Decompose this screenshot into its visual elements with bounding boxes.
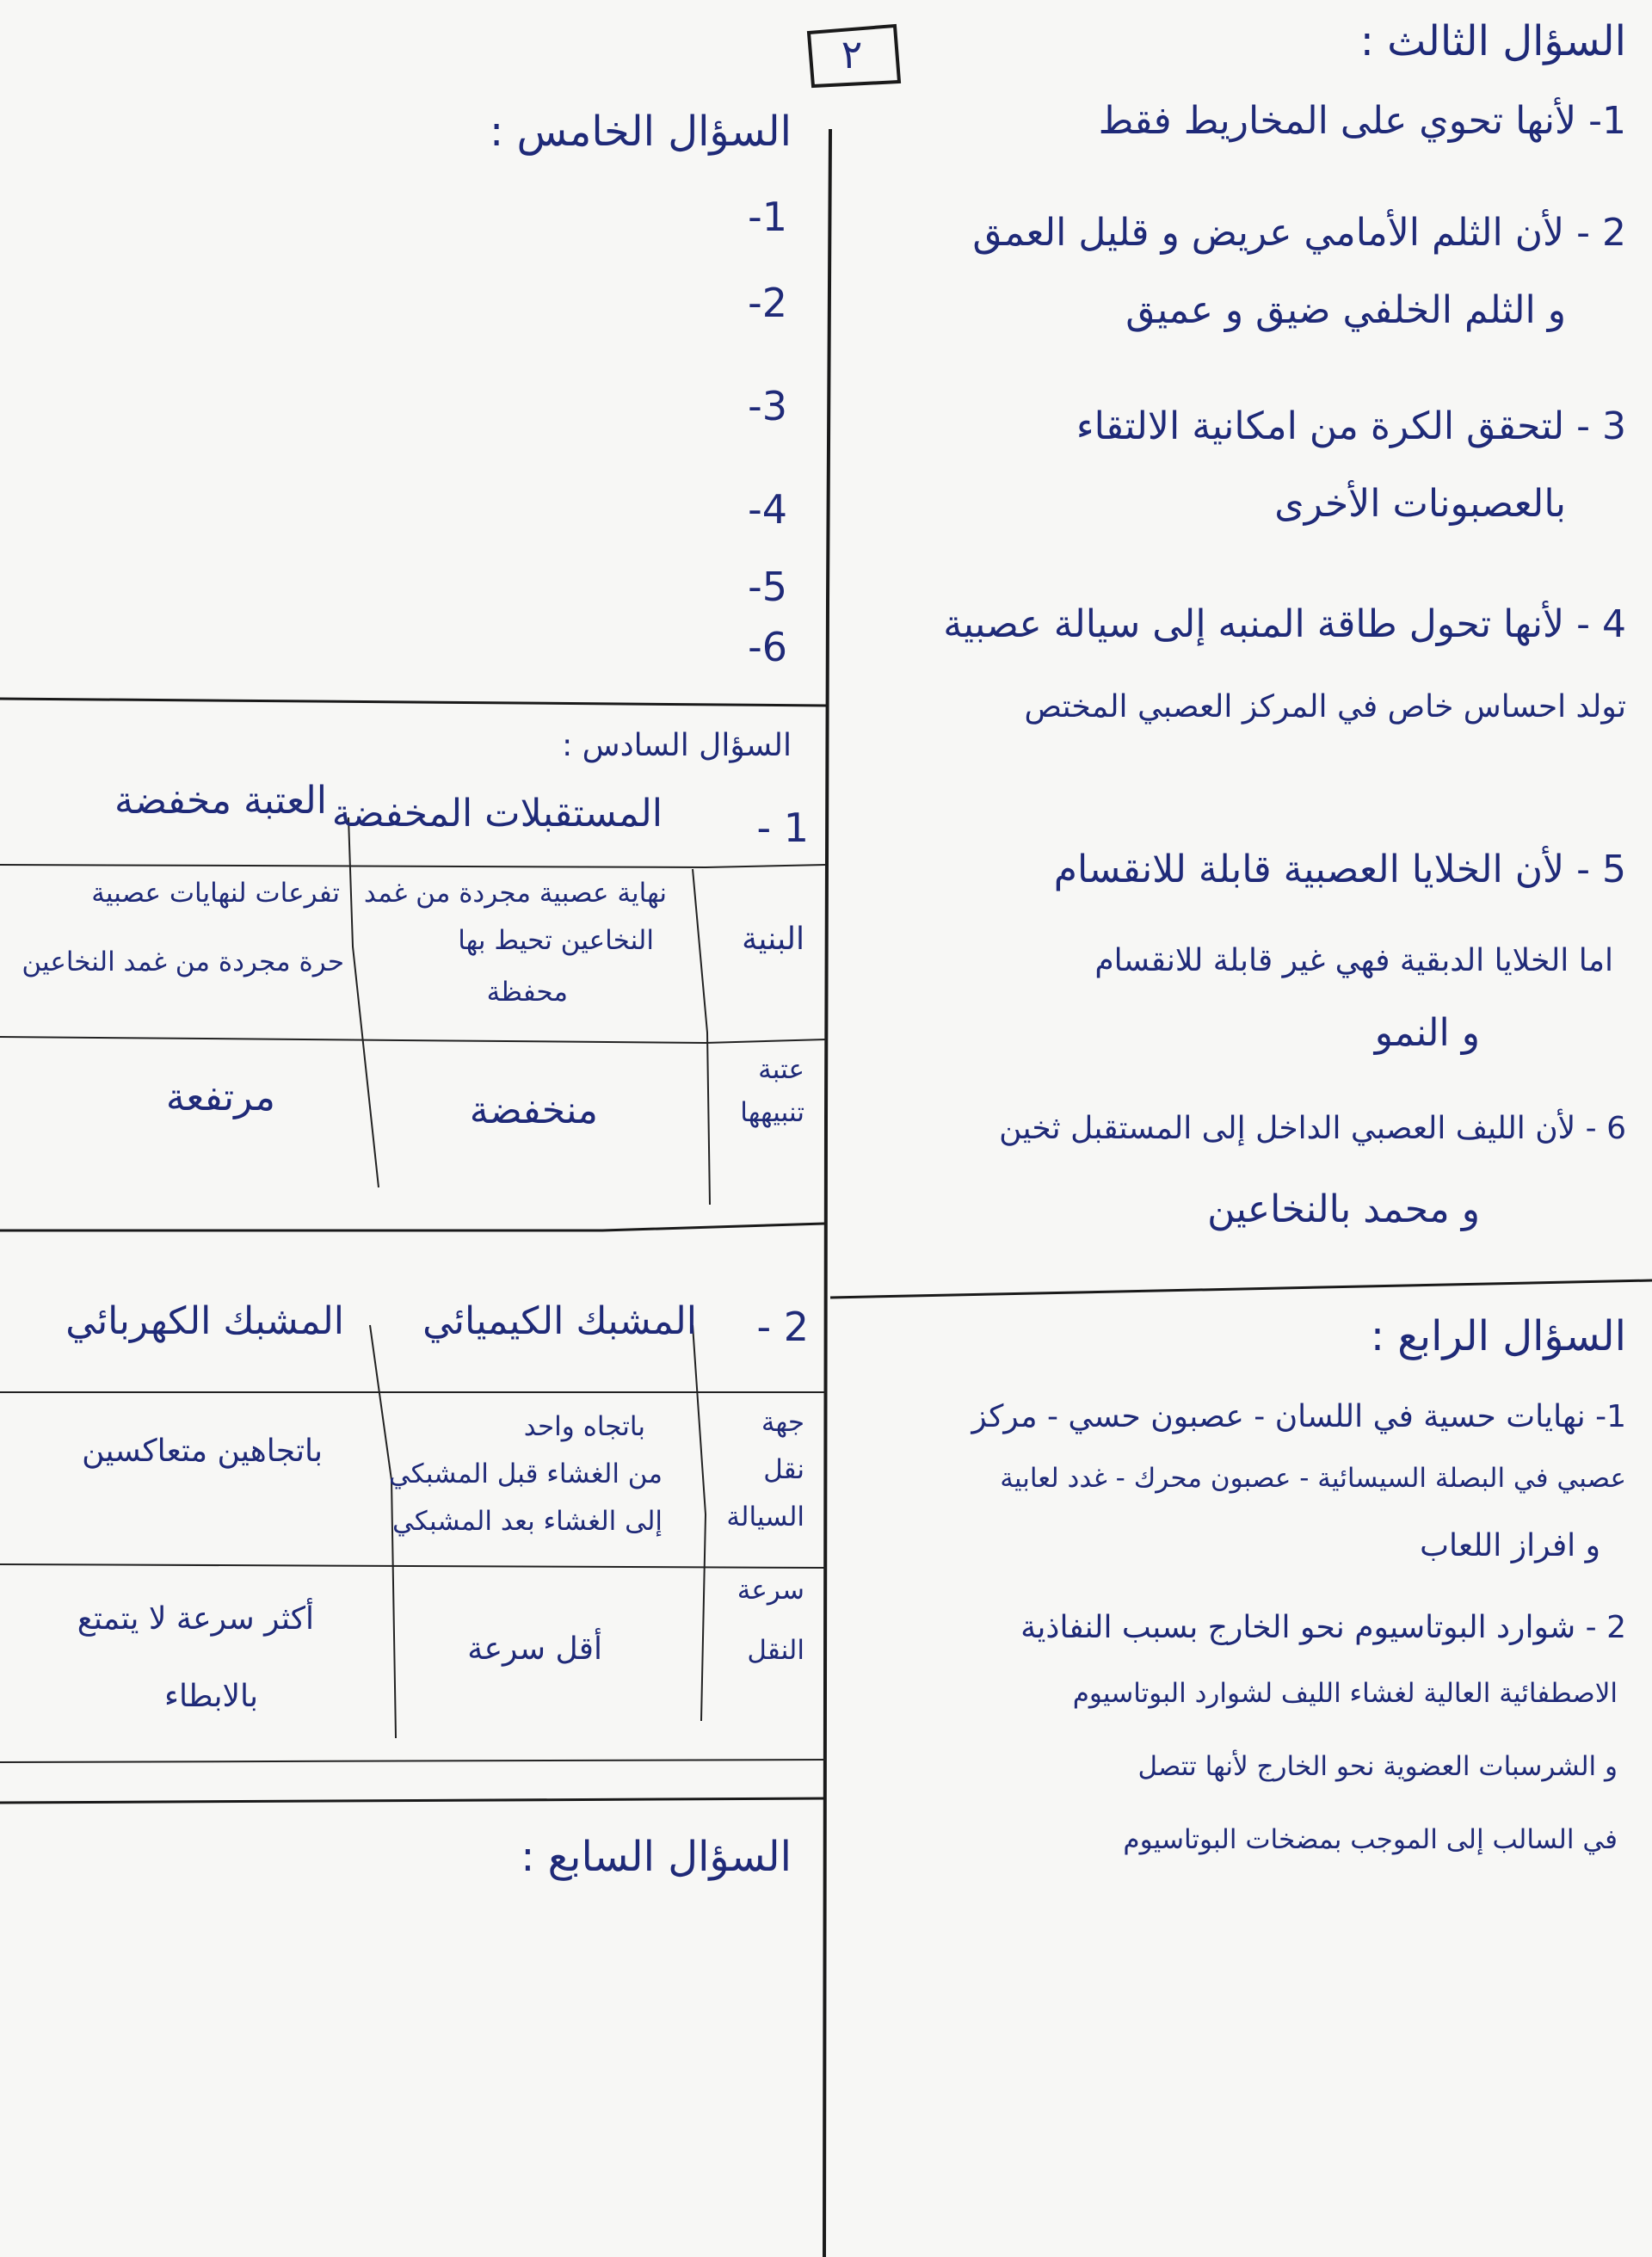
q4-answer-2-line-1: 2 - شوارد البوتاسيوم نحو الخارج بسبب النفاذية	[1020, 1610, 1626, 1645]
q3-answer-5-line-3: و النمو	[1374, 1011, 1480, 1055]
q6-table1-col-a-header: المستقبلات المخفضة	[331, 792, 663, 836]
q6-table2-row1-label-line-1: جهة	[761, 1407, 804, 1438]
q6-table2-col-a-header: المشبك الكيميائي	[422, 1299, 697, 1343]
q4-answer-1-line-1: 1- نهايات حسية في اللسان - عصبون حسي - مركز	[971, 1399, 1626, 1434]
q6-table1-col-b-header: العتبة مخفضة	[114, 779, 327, 823]
q6-table1-row2-a: منخفضة	[469, 1088, 598, 1132]
q6-table1-row1-a-line-2: النخاعين تحيط بها	[458, 925, 654, 956]
q6-table2-row2-label-line-2: النقل	[747, 1635, 804, 1666]
q6-title: السؤال السادس :	[562, 728, 792, 763]
q7-title: السؤال السابع :	[521, 1833, 792, 1881]
q6-table2-row2-label-line-1: سرعة	[737, 1575, 804, 1606]
q3-answer-2-line-2: و الثلم الخلفي ضيق و عميق	[1125, 288, 1566, 332]
q6-table2-row2-b-line-2: بالابطاء	[164, 1679, 258, 1714]
q6-table2-row1-b: باتجاهين متعاكسين	[82, 1434, 323, 1469]
q6-table2-col-b-header: المشبك الكهربائي	[65, 1299, 344, 1343]
q6-table2-number: 2 -	[756, 1304, 809, 1350]
q6-table2-row2-a: أقل سرعة	[467, 1631, 602, 1667]
q3-answer-6-line-1: 6 - لأن الليف العصبي الداخل إلى المستقبل ثخين	[999, 1111, 1626, 1146]
q6-table1-row1-a-line-3: محفظة	[486, 977, 568, 1008]
q3-answer-3-line-2: بالعصبونات الأخرى	[1274, 482, 1566, 526]
q6-table2-row1-a-line-2: من الغشاء قبل المشبكي	[388, 1458, 663, 1489]
q6-table1-row1-a-line-1: نهاية عصبية مجردة من غمد	[363, 878, 667, 909]
q6-table1-row1-b-line-2: حرة مجردة من غمد النخاعين	[22, 947, 344, 977]
q5-title: السؤال الخامس :	[490, 108, 792, 156]
q6-table1-row2-label-line-1: عتبة	[758, 1054, 804, 1085]
q4-answer-2-line-3: و الشرسبات العضوية نحو الخارج لأنها تتصل	[1137, 1751, 1618, 1782]
q6-table1-row1-b-line-1: تفرعات لنهايات عصبية	[91, 878, 340, 909]
q3-answer-2-line-1: 2 - لأن الثلم الأمامي عريض و قليل العمق	[972, 211, 1626, 255]
q4-answer-2-line-4: في السالب إلى الموجب بمضخات البوتاسيوم	[1123, 1824, 1618, 1855]
q4-title: السؤال الرابع :	[1370, 1312, 1626, 1360]
q3-answer-5-line-2: اما الخلايا الدبقية فهي غير قابلة للانقسام	[1094, 943, 1613, 978]
q5-item-3: 3-	[748, 383, 787, 429]
q3-answer-1: 1- لأنها تحوي على المخاريط فقط	[1098, 99, 1626, 143]
q3-answer-4-line-1: 4 - لأنها تحول طاقة المنبه إلى سيالة عصبية	[943, 602, 1626, 646]
q4-answer-2-line-2: الاصطفائية العالية لغشاء الليف لشوارد البوتاسيوم	[1072, 1678, 1618, 1709]
q4-answer-1-line-3: و افراز اللعاب	[1420, 1528, 1600, 1563]
q6-table2-row1-label-line-3: السيالة	[726, 1502, 804, 1532]
q3-answer-4-line-2: تولد احساس خاص في المركز العصبي المختص	[1024, 689, 1626, 725]
q5-item-5: 5-	[748, 564, 787, 610]
q3-answer-3-line-1: 3 - لتحقق الكرة من امكانية الالتقاء	[1076, 404, 1626, 448]
q6-table2-row1-a-line-1: باتجاه واحد	[523, 1411, 645, 1442]
q3-title: السؤال الثالث :	[1359, 17, 1626, 65]
q6-table2-row1-label-line-2: نقل	[763, 1454, 804, 1485]
q5-item-1: 1-	[748, 194, 787, 240]
q4-answer-1-line-2: عصبي في البصلة السيسائية - عصبون محرك - غدد لعابية	[1000, 1463, 1626, 1494]
page-number: ٢	[841, 31, 863, 77]
q5-item-2: 2-	[748, 280, 787, 326]
q6-table1-number: 1 -	[756, 805, 809, 851]
q5-item-4: 4-	[748, 486, 787, 533]
q3-answer-5-line-1: 5 - لأن الخلايا العصبية قابلة للانقسام	[1053, 848, 1626, 891]
q6-table1-row2-b: مرتفعة	[165, 1076, 275, 1119]
q3-answer-6-line-2: و محمد بالنخاعين	[1207, 1187, 1480, 1231]
q6-table1-row2-label-line-2: تنبيهها	[740, 1097, 804, 1128]
q6-table2-row2-b-line-1: أكثر سرعة لا يتمتع	[77, 1601, 314, 1637]
q5-item-6: 6-	[748, 624, 787, 670]
q6-table1-row1-label: البنية	[742, 922, 804, 957]
q6-table2-row1-a-line-3: إلى الغشاء بعد المشبكي	[392, 1506, 663, 1537]
